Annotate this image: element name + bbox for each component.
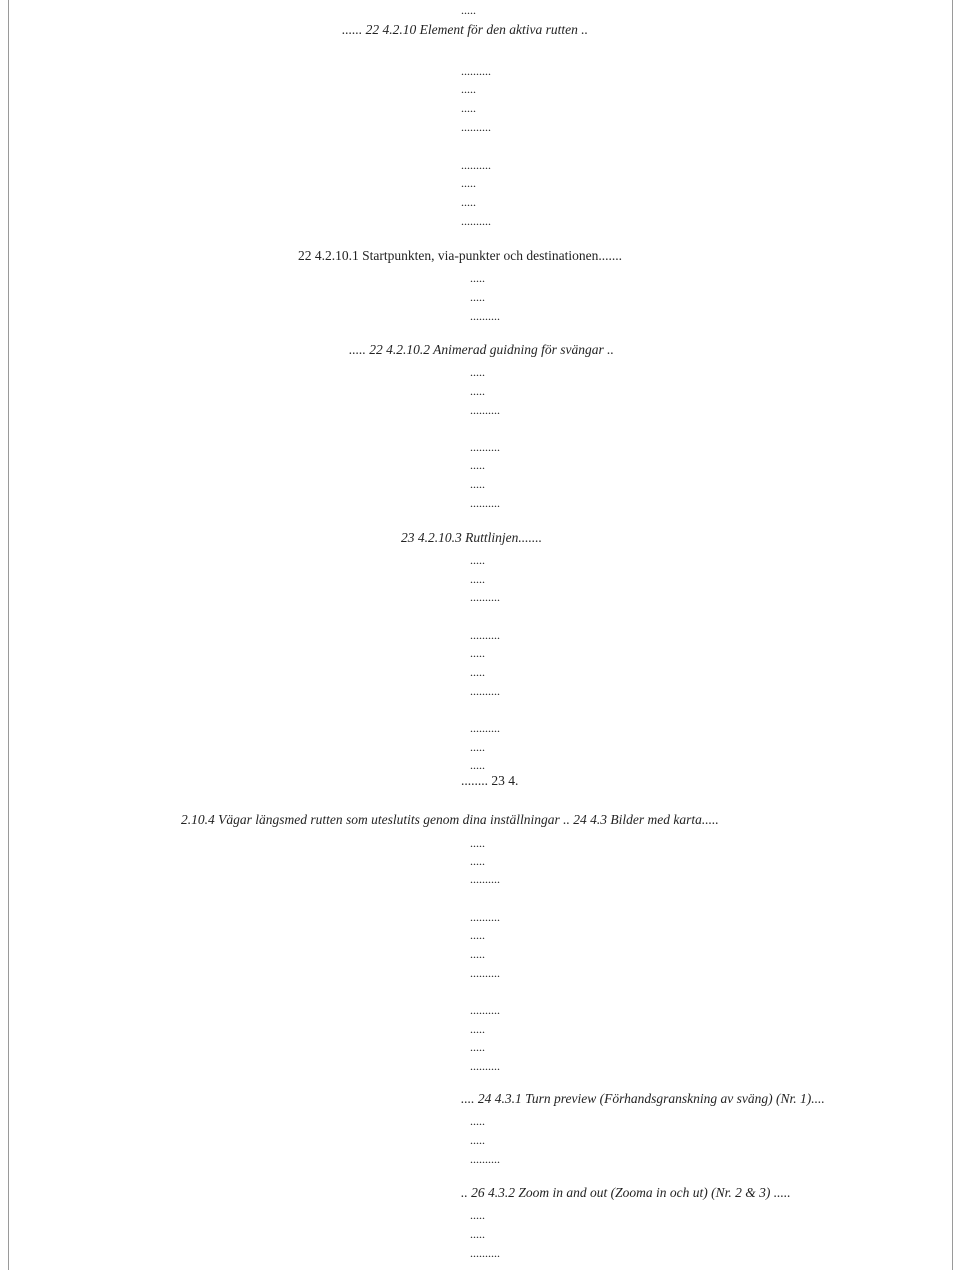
toc-dots: .......... [470, 910, 500, 924]
toc-dots: ..... [470, 458, 485, 472]
toc-entry-4-2-10[interactable]: ...... 22 4.2.10 Element för den aktiva rutten .. [342, 22, 588, 37]
toc-dots: ..... [470, 290, 485, 304]
toc-dots: ..... [461, 101, 476, 115]
toc-dots: ..... [470, 572, 485, 586]
toc-dots: ..... [461, 82, 476, 96]
toc-dots: ..... [470, 1022, 485, 1036]
toc-dots: .......... [470, 684, 500, 698]
toc-dots: .......... [470, 1152, 500, 1166]
toc-dots: ..... [470, 854, 485, 868]
toc-dots: .......... [470, 1003, 500, 1017]
toc-dots: .......... [461, 158, 491, 172]
toc-entry-4-2-10-3[interactable]: 23 4.2.10.3 Ruttlinjen....... [401, 530, 542, 545]
toc-dots: ..... [470, 947, 485, 961]
toc-dots: ..... [470, 1040, 485, 1054]
toc-entry-4-3-2[interactable]: .. 26 4.3.2 Zoom in and out (Zooma in och ut) (Nr. 2 & 3) ..... [461, 1185, 791, 1200]
page-edge-left [8, 0, 9, 1270]
toc-dots: ..... [470, 665, 485, 679]
page-edge-right [952, 0, 953, 1270]
toc-dots: .......... [470, 872, 500, 886]
toc-dots: ..... [470, 365, 485, 379]
toc-entry-4-3-1[interactable]: .... 24 4.3.1 Turn preview (Förhandsgranskning av sväng) (Nr. 1).... [461, 1091, 825, 1106]
toc-dots: .......... [470, 628, 500, 642]
toc-dots: ..... [470, 553, 485, 567]
toc-dots: ..... [470, 740, 485, 754]
toc-dots: ..... [470, 271, 485, 285]
toc-dots: ..... [470, 758, 485, 772]
toc-dots: .......... [461, 120, 491, 134]
toc-dots: ..... [461, 195, 476, 209]
toc-dots: .......... [461, 64, 491, 78]
toc-dots: ..... [470, 477, 485, 491]
toc-dots: .......... [470, 496, 500, 510]
toc-entry-4-2-10-4[interactable]: 2.10.4 Vägar längsmed rutten som uteslutits genom dina inställningar .. 24 4.3 Bilder med karta..... [181, 812, 719, 827]
toc-dots: .......... [470, 440, 500, 454]
toc-dots: ..... [470, 928, 485, 942]
toc-dots: .......... [461, 214, 491, 228]
toc-dots: ..... [461, 176, 476, 190]
toc-dots: .......... [470, 1246, 500, 1260]
toc-dots: ..... [470, 646, 485, 660]
toc-entry-4-2-10-1[interactable]: 22 4.2.10.1 Startpunkten, via-punkter och destinationen....... [298, 248, 622, 263]
toc-dots: ..... [470, 836, 485, 850]
toc-dots: ..... [470, 1227, 485, 1241]
toc-dots: .......... [470, 403, 500, 417]
toc-entry-fragment: ........ 23 4. [461, 773, 519, 788]
toc-dots: .......... [470, 1059, 500, 1073]
toc-dots: .......... [470, 309, 500, 323]
toc-entry-4-2-10-2[interactable]: ..... 22 4.2.10.2 Animerad guidning för svängar .. [349, 342, 614, 357]
toc-dots: ..... [470, 1114, 485, 1128]
toc-dots: .......... [470, 721, 500, 735]
toc-dots: ..... [470, 384, 485, 398]
toc-dots: ..... [461, 3, 476, 17]
toc-dots: ..... [470, 1133, 485, 1147]
toc-dots: .......... [470, 966, 500, 980]
toc-dots: .......... [470, 590, 500, 604]
toc-dots: ..... [470, 1208, 485, 1222]
